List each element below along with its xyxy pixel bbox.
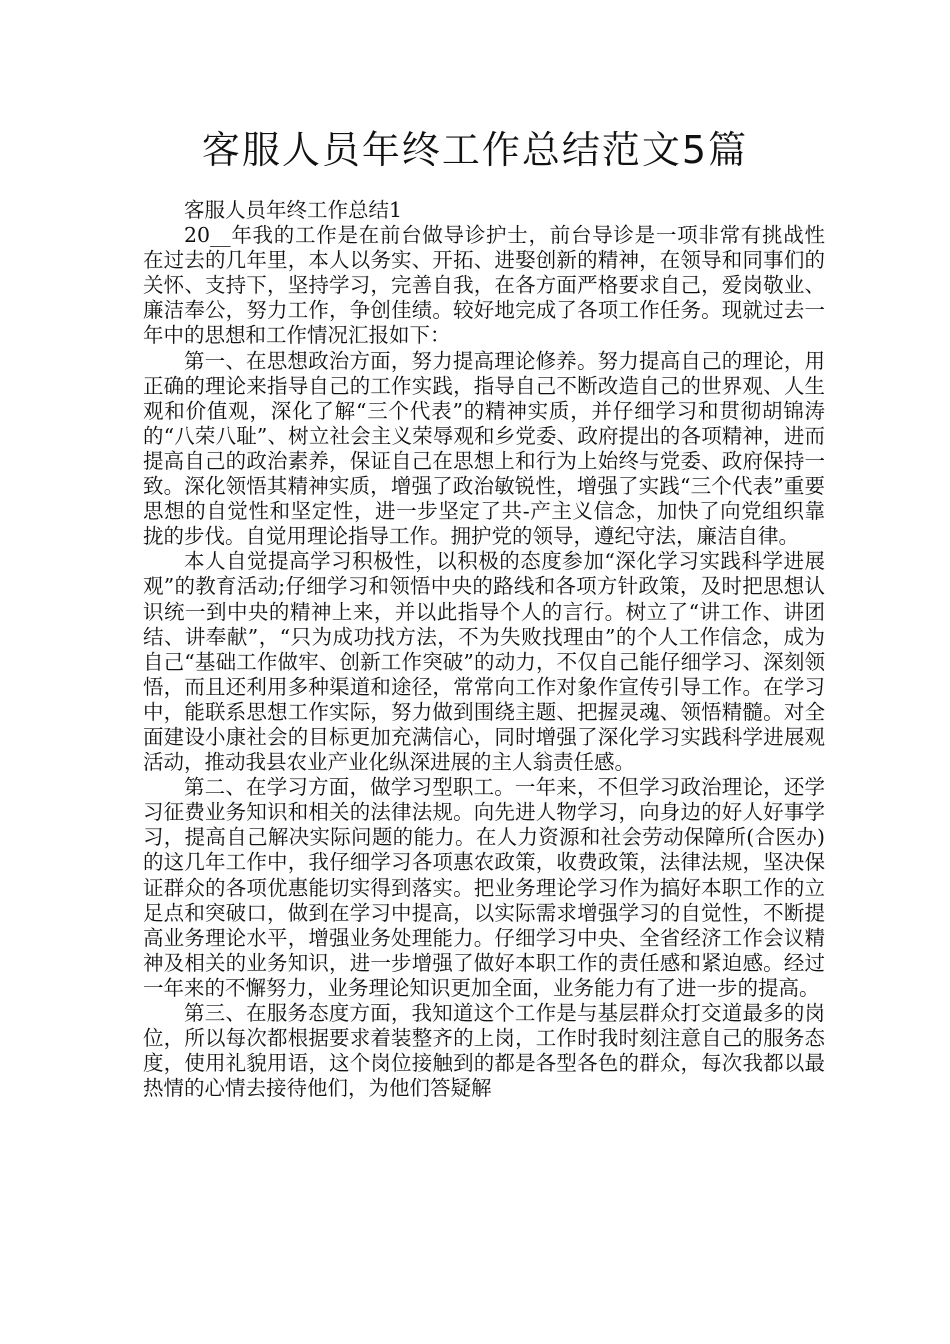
section-heading: 客服人员年终工作总结1 — [184, 198, 403, 222]
document-body — [143, 198, 825, 1101]
paragraph-intro: 20__年我的工作是在前台做导诊护士，前台导诊是一项非常有挑战性在过去的几年里，本人以务实、开拓、进娶创新的精神，在领导和同事们的关怀、支持下，坚持学习，完善自我，在各方面严格要求自己，爱岗敬业、廉洁奉公，努力工作，争创佳绩。较好地完成了各项工作任务。现就过去一年中的思想和工作情况汇报如下： — [143, 223, 825, 348]
paragraph-learning: 第二、在学习方面，做学习型职工。一年来，不但学习政治理论，还学习征费业务知识和相关的法律法规。向先进人物学习，向身边的好人好事学习，提高自己解决实际问题的能力。在人力资源和社会劳动保障所(合医办)的这几年工作中，我仔细学习各项惠农政策，收费政策，法律法规，坚决保证群众的各项优惠能切实得到落实。把业务理论学习作为搞好本职工作的立足点和突破口，做到在学习中提高，以实际需求增强学习的自觉性，不断提高业务理论水平，增强业务处理能力。仔细学习中央、全省经济工作会议精神及相关的业务知识，进一步增强了做好本职工作的责任感和紧迫感。经过一年来的不懈努力，业务理论知识更加全面，业务能力有了进一步的提高。 — [143, 775, 825, 1000]
paragraph-study-activity: 本人自觉提高学习积极性，以积极的态度参加“深化学习实践科学进展观”的教育活动;仔细学习和领悟中央的路线和各项方针政策，及时把思想认识统一到中央的精神上来，并以此指导个人的言行。树立了“讲工作、讲团结、讲奉献”，“只为成功找方法，不为失败找理由”的个人工作信念，成为自己“基础工作做牢、创新工作突破”的动力，不仅自己能仔细学习、深刻领悟，而且还利用多种渠道和途径，常常向工作对象作宣传引导工作。在学习中，能联系思想工作实际，努力做到围绕主题、把握灵魂、领悟精髓。对全面建设小康社会的目标更加充满信心，同时增强了深化学习实践科学进展观活动，推动我县农业产业化纵深进展的主人翁责任感。 — [143, 549, 825, 775]
document-title: 客服人员年终工作总结范文5篇 — [201, 128, 749, 172]
paragraph-service-attitude: 第三、在服务态度方面，我知道这个工作是与基层群众打交道最多的岗位，所以每次都根据要求着装整齐的上岗，工作时我时刻注意自己的服务态度，使用礼貌用语，这个岗位接触到的都是各型各色的群众，每次我都以最热情的心情去接待他们，为他们答疑解 — [143, 1001, 825, 1101]
paragraph-political: 第一、在思想政治方面，努力提高理论修养。努力提高自己的理论，用正确的理论来指导自己的工作实践，指导自己不断改造自己的世界观、人生观和价值观，深化了解“三个代表”的精神实质，并仔细学习和贯彻胡锦涛的“八荣八耻”、树立社会主义荣辱观和乡党委、政府提出的各项精神，进而提高自己的政治素养，保证自己在思想上和行为上始终与党委、政府保持一致。深化领悟其精神实质，增强了政治敏锐性，增强了实践“三个代表”重要思想的自觉性和坚定性，进一步坚定了共-产主义信念，加快了向党组织靠拢的步伐。自觉用理论指导工作。拥护党的领导，遵纪守法，廉洁自律。 — [143, 348, 825, 549]
